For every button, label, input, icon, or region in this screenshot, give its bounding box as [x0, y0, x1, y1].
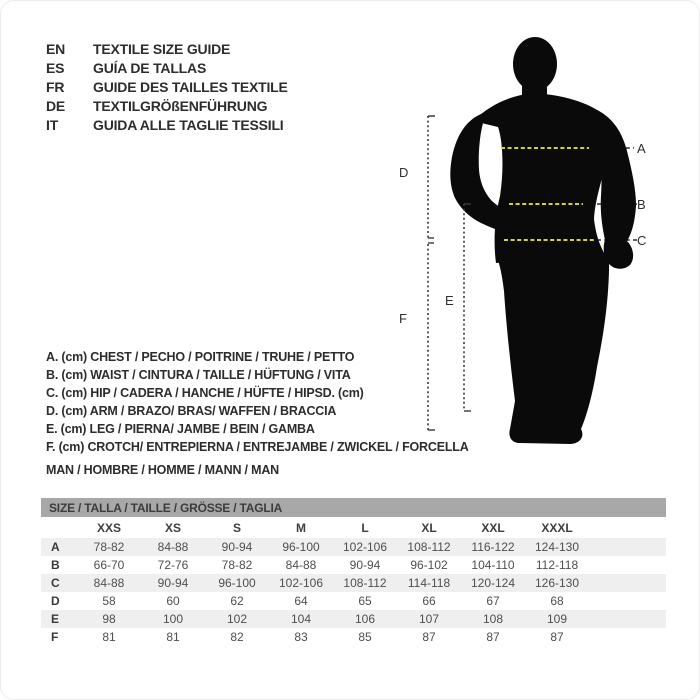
- size-row-f: [41, 628, 666, 646]
- language-code: EN: [46, 40, 66, 57]
- row-label: A: [51, 540, 60, 554]
- size-cell: 64: [294, 594, 308, 608]
- size-cell: 108-112: [343, 576, 387, 590]
- label-crotch-f: F: [399, 311, 407, 326]
- size-cell: 98: [102, 612, 116, 626]
- table-title: SIZE / TALLA / TAILLE / GRÖSSE / TAGLIA: [41, 498, 666, 517]
- corner-cell: [41, 517, 77, 538]
- size-cell: 81: [102, 630, 116, 644]
- man-silhouette-diagram: [391, 31, 671, 461]
- language-row: [46, 115, 288, 134]
- column-header: XXS: [96, 520, 121, 535]
- size-cell: 67: [486, 594, 500, 608]
- column-header: S: [232, 520, 241, 535]
- measurement-item: D. (cm) ARM / BRAZO/ BRAS/ WAFFEN / BRACCIA: [46, 404, 337, 418]
- size-cell: 85: [358, 630, 372, 644]
- size-cell: 87: [422, 630, 436, 644]
- size-cell: 78-82: [93, 540, 125, 554]
- size-row-c: [41, 574, 666, 592]
- size-cell: 83: [294, 630, 308, 644]
- measurement-item: F. (cm) CROTCH/ ENTREPIERNA / ENTREJAMBE / ZWICKEL / FORCELLA: [46, 440, 469, 454]
- size-cell: 96-100: [282, 540, 320, 554]
- label-arm-d: D: [399, 165, 409, 180]
- column-header: M: [296, 520, 306, 535]
- size-cell: 102-106: [278, 576, 324, 590]
- size-cell: 96-100: [218, 576, 256, 590]
- size-cell: 108-112: [407, 540, 451, 554]
- size-row-b: [41, 556, 666, 574]
- language-row: [46, 58, 288, 77]
- size-row-e: [41, 610, 666, 628]
- language-title: GUIDA ALLE TAGLIE TESSILI: [93, 116, 284, 133]
- language-title-list: [46, 39, 288, 134]
- size-cell: 62: [230, 594, 244, 608]
- language-title: TEXTILE SIZE GUIDE: [93, 40, 231, 57]
- size-table-wrap: [41, 498, 666, 646]
- table-title-row: [41, 498, 666, 517]
- size-cell: 87: [550, 630, 564, 644]
- measurement-item: A. (cm) CHEST / PECHO / POITRINE / TRUHE / PETTO: [46, 350, 355, 364]
- language-code: IT: [46, 116, 59, 133]
- size-cell: 81: [166, 630, 180, 644]
- measurement-item: C. (cm) HIP / CADERA / HANCHE / HÜFTE / HIPSD. (cm): [46, 386, 364, 400]
- size-cell: 108: [482, 612, 504, 626]
- size-table: [41, 498, 666, 646]
- size-cell: 116-122: [471, 540, 515, 554]
- language-row: [46, 77, 288, 96]
- category-line: MAN / HOMBRE / HOMME / MANN / MAN: [46, 463, 279, 477]
- size-cell: 90-94: [157, 576, 189, 590]
- row-label: F: [51, 630, 59, 644]
- size-cell: 78-82: [221, 558, 253, 572]
- size-row-a: [41, 538, 666, 556]
- size-cell: 58: [102, 594, 116, 608]
- measurement-item: B. (cm) WAIST / CINTURA / TAILLE / HÜFTUNG / VITA: [46, 368, 351, 382]
- label-chest-a: A: [637, 141, 646, 156]
- size-cell: 106: [354, 612, 376, 626]
- size-cell: 107: [418, 612, 440, 626]
- size-cell: 96-102: [410, 558, 448, 572]
- size-cell: 102-106: [342, 540, 388, 554]
- label-waist-b: B: [637, 197, 646, 212]
- size-cell: 126-130: [534, 576, 580, 590]
- size-cell: 84-88: [157, 540, 189, 554]
- language-row: [46, 39, 288, 58]
- column-header: XS: [164, 520, 181, 535]
- column-header: XXXL: [541, 520, 573, 535]
- size-cell: 124-130: [534, 540, 580, 554]
- size-cell: 68: [550, 594, 564, 608]
- size-cell: 120-124: [470, 576, 516, 590]
- size-cell: 90-94: [349, 558, 381, 572]
- row-label: B: [51, 558, 60, 572]
- column-header: XXL: [481, 520, 505, 535]
- column-header: XL: [421, 520, 437, 535]
- man-silhouette: [450, 37, 636, 444]
- size-cell: 109: [546, 612, 568, 626]
- size-cell: 104-110: [471, 558, 515, 572]
- language-title: TEXTILGRÖßENFÜHRUNG: [93, 97, 268, 114]
- size-cell: 65: [358, 594, 372, 608]
- row-label: E: [51, 612, 60, 626]
- size-cell: 100: [162, 612, 184, 626]
- size-cell: 112-118: [535, 558, 579, 572]
- size-cell: 66-70: [93, 558, 125, 572]
- language-row: [46, 96, 288, 115]
- row-label: C: [51, 576, 60, 590]
- language-code: FR: [46, 78, 65, 95]
- size-cell: 104: [290, 612, 312, 626]
- size-row-d: [41, 592, 666, 610]
- size-cell: 60: [166, 594, 180, 608]
- label-hip-c: C: [637, 233, 647, 248]
- table-column-header-row: [41, 517, 666, 538]
- size-cell: 102: [226, 612, 248, 626]
- size-cell: 90-94: [221, 540, 253, 554]
- size-cell: 72-76: [157, 558, 189, 572]
- size-cell: 84-88: [285, 558, 317, 572]
- language-code: ES: [46, 59, 65, 76]
- size-cell: 87: [486, 630, 500, 644]
- language-title: GUIDE DES TAILLES TEXTILE: [93, 78, 288, 95]
- size-cell: 114-118: [407, 576, 451, 590]
- label-leg-e: E: [445, 293, 454, 308]
- size-cell: 66: [422, 594, 436, 608]
- size-cell: 84-88: [93, 576, 125, 590]
- column-header: L: [361, 520, 369, 535]
- size-cell: 82: [230, 630, 244, 644]
- language-code: DE: [46, 97, 66, 114]
- row-label: D: [51, 594, 60, 608]
- language-title: GUÍA DE TALLAS: [93, 59, 207, 76]
- measurement-item: E. (cm) LEG / PIERNA/ JAMBE / BEIN / GAMBA: [46, 422, 315, 436]
